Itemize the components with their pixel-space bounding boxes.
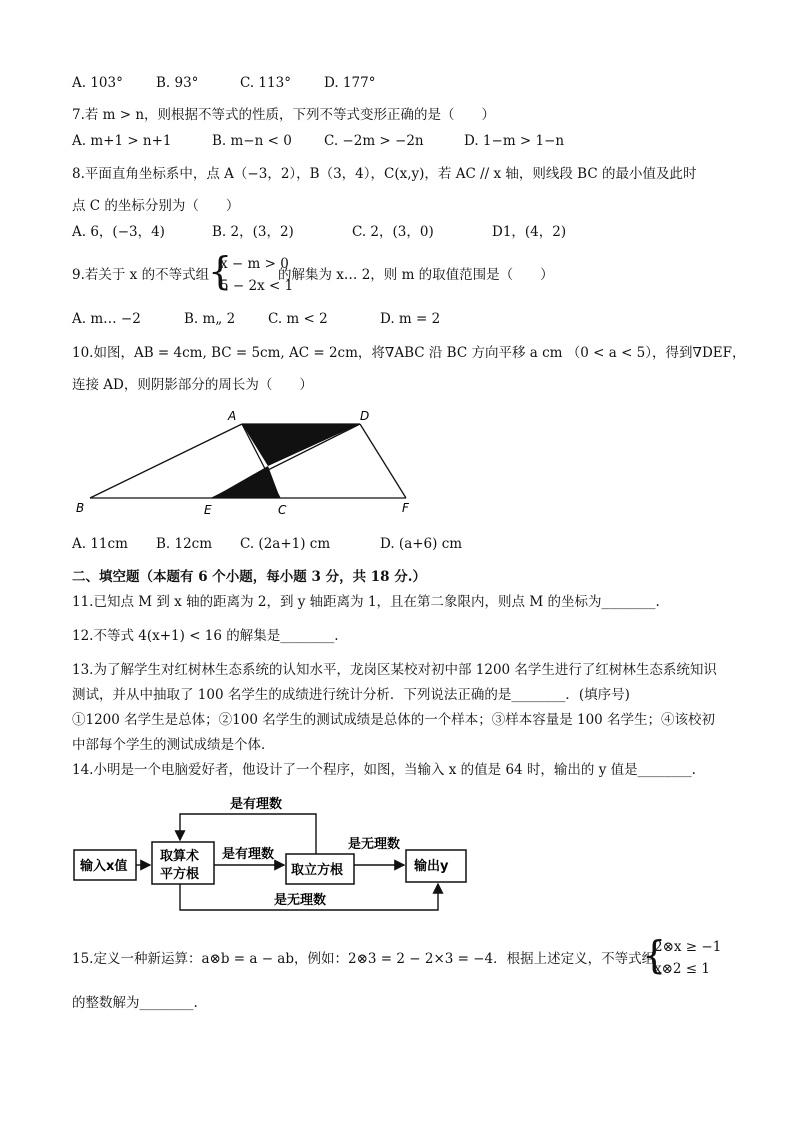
input-label: 输入x值 bbox=[80, 859, 128, 874]
q13-line1: 13.为了解学生对红树林生态系统的认知水平，龙岗区某校对初中部 1200 名学生进行了红树林生态系统知识 bbox=[72, 662, 717, 678]
q13-line4: 中部每个学生的测试成绩是个体． bbox=[72, 737, 275, 753]
label-irrational-top: 是无理数 bbox=[348, 837, 401, 852]
q8-line2: 点 C 的坐标分别为（ ） bbox=[72, 198, 240, 214]
label-f: F bbox=[402, 501, 409, 515]
q8-option-d: D1，(4，2) bbox=[492, 224, 567, 240]
q14-flowchart bbox=[70, 790, 480, 920]
q6-option-a: A. 103° bbox=[72, 75, 123, 91]
q14-stem: 14.小明是一个电脑爱好者，他设计了一个程序，如图，当输入 x 的值是 64 时，输出的 y 值是________. bbox=[72, 762, 696, 778]
q10-translation-figure bbox=[70, 402, 430, 518]
q9-system-line1: x − m > 0 bbox=[220, 256, 289, 272]
q10-option-d: D. (a+6) cm bbox=[380, 536, 463, 552]
segment-df bbox=[360, 424, 406, 498]
label-d: D bbox=[360, 409, 370, 423]
q10-option-b: B. 12cm bbox=[156, 536, 213, 552]
q12-stem: 12.不等式 4(x+1) < 16 的解集是________. bbox=[72, 628, 339, 644]
q6-option-b: B. 93° bbox=[156, 75, 199, 91]
q9-option-c: C. m < 2 bbox=[268, 311, 328, 327]
q7-option-c: C. −2m > −2n bbox=[324, 133, 424, 149]
q8-line1: 8.平面直角坐标系中，点 A（−3，2），B（3，4），C(x,y)，若 AC // x 轴，则线段 BC 的最小值及此时 bbox=[72, 166, 697, 182]
q10-line1: 10.如图，AB = 4cm, BC = 5cm, AC = 2cm，将∇ABC 沿 BC 方向平移 a cm （0 < a < 5），得到∇DEF， bbox=[72, 345, 746, 361]
label-rational-mid: 是有理数 bbox=[222, 847, 275, 862]
q9-brace: { bbox=[208, 249, 233, 293]
sqrt-label-1: 取算术 bbox=[160, 849, 200, 864]
q6-option-c: C. 113° bbox=[240, 75, 291, 91]
q7-option-a: A. m+1 > n+1 bbox=[72, 133, 172, 149]
label-b: B bbox=[76, 501, 85, 515]
q7-option-b: B. m−n < 0 bbox=[212, 133, 292, 149]
sqrt-label-2: 平方根 bbox=[160, 867, 200, 882]
q8-option-b: B. 2，(3，2) bbox=[212, 224, 294, 240]
q15-line2: 的整数解为________. bbox=[72, 995, 198, 1011]
q9-option-a: A. m… −2 bbox=[72, 311, 141, 327]
output-label: 输出y bbox=[414, 859, 449, 874]
q9-system-line2: 5 − 2x < 1 bbox=[220, 278, 294, 294]
q15-brace: { bbox=[642, 933, 667, 977]
q7-option-d: D. 1−m > 1−n bbox=[464, 133, 565, 149]
label-c: C bbox=[278, 503, 287, 517]
q11-stem: 11.已知点 M 到 x 轴的距离为 2，到 y 轴距离为 1，且在第二象限内，则点 M 的坐标为________. bbox=[72, 594, 660, 610]
q8-option-c: C. 2，(3，0) bbox=[352, 224, 434, 240]
cbrt-label: 取立方根 bbox=[291, 863, 344, 878]
q10-option-a: A. 11cm bbox=[72, 536, 128, 552]
q9-suffix: 的解集为 x… 2，则 m 的取值范围是（ ） bbox=[278, 267, 554, 283]
label-a: A bbox=[228, 409, 237, 423]
q13-line2: 测试，并从中抽取了 100 名学生的成绩进行统计分析．下列说法正确的是________．(填序号) bbox=[72, 687, 630, 703]
q10-line2: 连接 AD，则阴影部分的周长为（ ） bbox=[72, 377, 313, 393]
section-2-heading: 二、填空题（本题有 6 个小题，每小题 3 分，共 18 分.） bbox=[72, 569, 426, 585]
q10-option-c: C. (2a+1) cm bbox=[240, 536, 331, 552]
q9-option-b: B. m„ 2 bbox=[184, 311, 236, 327]
label-rational-top: 是有理数 bbox=[230, 797, 283, 812]
q6-option-d: D. 177° bbox=[324, 75, 376, 91]
label-e: E bbox=[204, 503, 212, 517]
q15-system-line1: 2⊗x ≥ −1 bbox=[654, 939, 722, 955]
q15-line1: 15.定义一种新运算：a⊗b = a − ab，例如：2⊗3 = 2 − 2×3 = −4．根据上述定义，不等式组 bbox=[72, 951, 656, 967]
q7-stem: 7.若 m > n，则根据不等式的性质，下列不等式变形正确的是（ ） bbox=[72, 107, 496, 123]
segment-ab bbox=[90, 424, 242, 498]
label-irrational-bottom: 是无理数 bbox=[274, 893, 327, 908]
q9-option-d: D. m = 2 bbox=[380, 311, 441, 327]
q13-line3: ①1200 名学生是总体；②100 名学生的测试成绩是总体的一个样本；③样本容量是 100 名学生；④该校初 bbox=[72, 712, 716, 728]
q9-prefix: 9.若关于 x 的不等式组 bbox=[72, 267, 210, 283]
q15-system-line2: x⊗2 ≤ 1 bbox=[654, 961, 710, 977]
q8-option-a: A. 6，(−3，4) bbox=[72, 224, 165, 240]
